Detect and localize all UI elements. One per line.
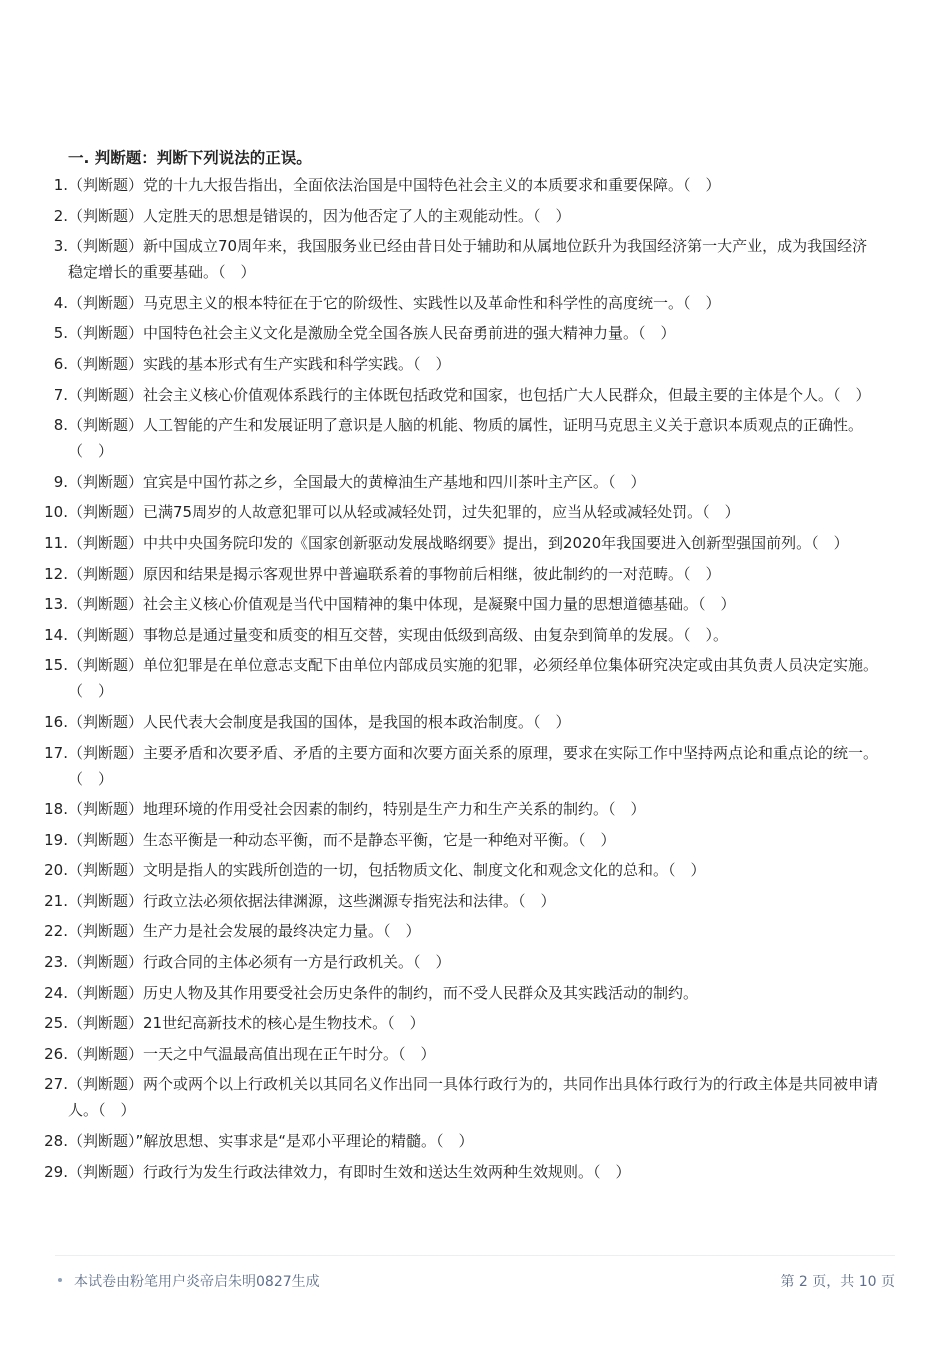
question-item — [40, 740, 880, 792]
question-text: （判断题）单位犯罪是在单位意志支配下由单位内部成员实施的犯罪，必须经单位集体研究决定或由其负责人员决定实施。（ ） — [68, 656, 879, 701]
question-item — [40, 499, 880, 525]
question-item — [40, 1010, 880, 1036]
question-number: 1. — [53, 176, 68, 194]
question-text: （判断题）社会主义核心价值观是当代中国精神的集中体现，是凝聚中国力量的思想道德基础。（ ） — [68, 595, 736, 614]
footer-generated-text: 本试卷由粉笔用户炎帝启朱明0827生成 — [74, 1274, 320, 1290]
question-item — [40, 652, 880, 704]
question-item — [40, 1159, 880, 1185]
question-number: 23. — [44, 953, 68, 972]
question-number: 7. — [53, 385, 68, 404]
question-item — [40, 290, 880, 316]
question-number: 20. — [44, 861, 68, 880]
question-item — [40, 709, 880, 735]
question-item — [40, 827, 880, 853]
question-number: 6. — [53, 354, 68, 373]
question-text: （判断题）行政行为发生行政法律效力，有即时生效和送达生效两种生效规则。（ ） — [68, 1162, 631, 1181]
question-text: （判断题）一天之中气温最高值出现在正午时分。（ ） — [68, 1044, 436, 1063]
question-number: 27. — [44, 1075, 68, 1094]
question-number: 19. — [44, 830, 68, 849]
question-number: 9. — [53, 472, 68, 491]
question-item — [40, 622, 880, 648]
question-text: （判断题）事物总是通过量变和质变的相互交替，实现由低级到高级、由复杂到简单的发展。（ ）。 — [68, 625, 729, 644]
question-number: 17. — [44, 743, 68, 762]
question-number: 21. — [44, 891, 68, 910]
question-item — [40, 203, 880, 229]
question-text: （判断题）历史人物及其作用要受社会历史条件的制约，而不受人民群众及其实践活动的制约。 — [68, 983, 699, 1002]
question-item — [40, 351, 880, 377]
question-item — [40, 1041, 880, 1067]
page-number: 第 2 页，共 10 页 — [780, 1274, 895, 1290]
question-number: 24. — [44, 983, 68, 1002]
question-text: （判断题）主要矛盾和次要矛盾、矛盾的主要方面和次要方面关系的原理，要求在实际工作中坚持两点论和重点论的统一。（ ） — [68, 743, 879, 788]
question-number: 13. — [44, 595, 68, 614]
question-text: （判断题）两个或两个以上行政机关以其同名义作出同一具体行政行为的，共同作出具体行政行为的行政主体是共同被申请人。（ ） — [68, 1075, 879, 1120]
question-number: 10. — [44, 503, 68, 522]
question-number: 8. — [53, 416, 68, 435]
question-number: 3. — [53, 237, 68, 256]
footer-divider — [55, 1255, 895, 1256]
question-text: （判断题）原因和结果是揭示客观世界中普遍联系着的事物前后相继，彼此制约的一对范畴。（ ） — [68, 564, 721, 583]
question-item — [40, 796, 880, 822]
question-text: （判断题）文明是指人的实践所创造的一切，包括物质文化、制度文化和观念文化的总和。（ ） — [68, 861, 706, 880]
question-item — [40, 1128, 880, 1154]
question-number: 18. — [44, 800, 68, 819]
bullet-dot-icon — [58, 1278, 62, 1282]
question-text: （判断题）中国特色社会主义文化是激励全党全国各族人民奋勇前进的强大精神力量。（ ） — [68, 324, 676, 343]
question-item — [40, 1071, 880, 1123]
question-number: 28. — [44, 1132, 68, 1151]
question-item — [40, 412, 880, 464]
question-number: 29. — [44, 1162, 68, 1181]
question-item — [40, 382, 880, 408]
question-text: （判断题）人民代表大会制度是我国的国体，是我国的根本政治制度。（ ） — [68, 712, 571, 731]
question-text: （判断题）行政立法必须依据法律渊源，这些渊源专指宪法和法律。（ ） — [68, 891, 556, 910]
question-text: （判断题）”解放思想、实事求是“是邓小平理论的精髓。（ ） — [68, 1132, 474, 1151]
question-item — [40, 233, 880, 285]
question-number: 2. — [53, 206, 68, 225]
question-number: 16. — [44, 712, 68, 731]
question-item — [40, 857, 880, 883]
question-item — [40, 172, 880, 198]
section-title: 一. 判断题：判断下列说法的正误。 — [68, 149, 312, 167]
question-item — [40, 530, 880, 556]
question-text: （判断题）人定胜天的思想是错误的，因为他否定了人的主观能动性。（ ） — [68, 206, 571, 225]
question-text: （判断题）新中国成立70周年来，我国服务业已经由昔日处于辅助和从属地位跃升为我国经济第一大产业，成为我国经济稳定增长的重要基础。（ ） — [68, 237, 868, 282]
question-text: （判断题）地理环境的作用受社会因素的制约，特别是生产力和生产关系的制约。（ ） — [68, 800, 646, 819]
footer-generated-by — [58, 1271, 320, 1291]
question-item — [40, 888, 880, 914]
question-number: 15. — [44, 656, 68, 675]
question-number: 26. — [44, 1044, 68, 1063]
question-text: （判断题）社会主义核心价值观体系践行的主体既包括政党和国家，也包括广大人民群众，但最主要的主体是个人。（ ） — [68, 385, 871, 404]
question-number: 4. — [53, 293, 68, 312]
question-text: （判断题）行政合同的主体必须有一方是行政机关。（ ） — [68, 953, 451, 972]
question-text: （判断题）马克思主义的根本特征在于它的阶级性、实践性以及革命性和科学性的高度统一。（ ） — [68, 293, 721, 312]
question-item — [40, 949, 880, 975]
question-text: （判断题）党的十九大报告指出，全面依法治国是中国特色社会主义的本质要求和重要保障。（ ） — [68, 176, 721, 194]
question-number: 14. — [44, 625, 68, 644]
question-item — [40, 561, 880, 587]
question-list — [40, 172, 880, 1189]
question-number: 22. — [44, 922, 68, 941]
question-number: 25. — [44, 1014, 68, 1033]
question-number: 11. — [44, 533, 68, 552]
question-item — [40, 980, 880, 1006]
question-number: 12. — [44, 564, 68, 583]
question-item — [40, 469, 880, 495]
question-text: （判断题）已满75周岁的人故意犯罪可以从轻或减轻处罚，过失犯罪的，应当从轻或减轻处罚。（ ） — [68, 503, 740, 522]
question-text: （判断题）中共中央国务院印发的《国家创新驱动发展战略纲要》提出，到2020年我国要进入创新型强国前列。（ ） — [68, 533, 849, 552]
question-text: （判断题）实践的基本形式有生产实践和科学实践。（ ） — [68, 354, 451, 373]
question-item — [40, 320, 880, 346]
question-text: （判断题）宜宾是中国竹荪之乡，全国最大的黄樟油生产基地和四川茶叶主产区。（ ） — [68, 472, 646, 491]
question-item — [40, 591, 880, 617]
question-text: （判断题）生态平衡是一种动态平衡，而不是静态平衡，它是一种绝对平衡。（ ） — [68, 830, 616, 849]
question-number: 5. — [53, 324, 68, 343]
question-text: （判断题）生产力是社会发展的最终决定力量。（ ） — [68, 922, 421, 941]
question-text: （判断题）人工智能的产生和发展证明了意识是人脑的机能、物质的属性，证明马克思主义关于意识本质观点的正确性。（ ） — [68, 416, 864, 461]
question-text: （判断题）21世纪高新技术的核心是生物技术。（ ） — [68, 1014, 425, 1033]
question-item — [40, 918, 880, 944]
